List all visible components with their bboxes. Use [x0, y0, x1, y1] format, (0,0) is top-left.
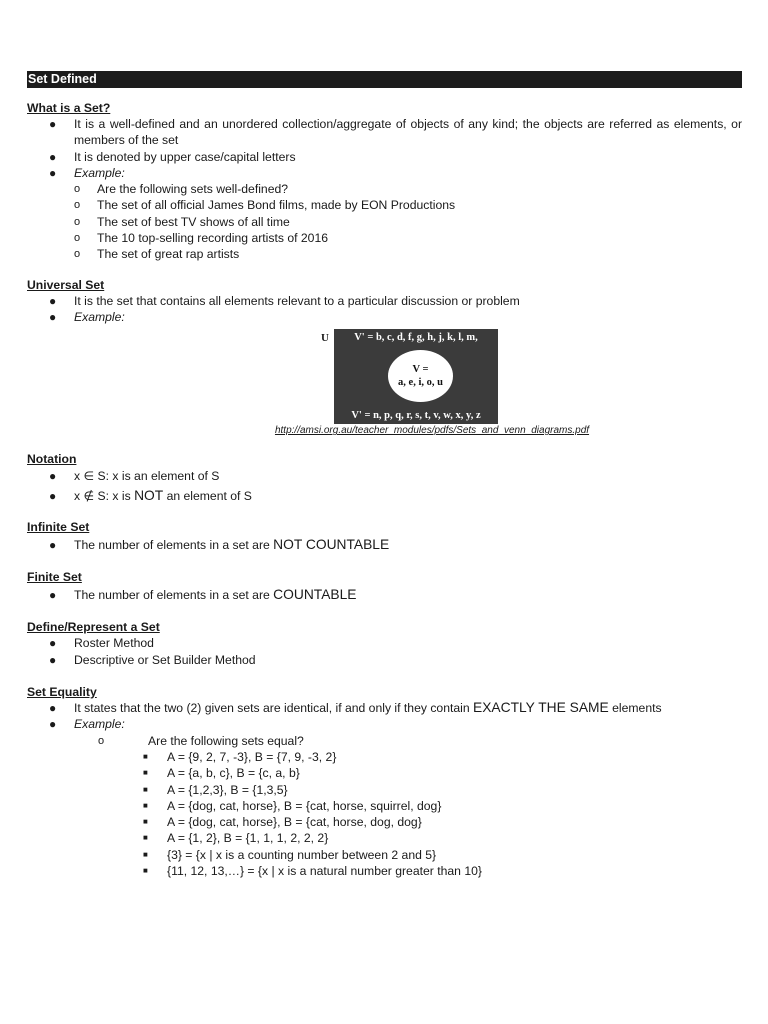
list-item: ● x ∉ S: x is NOT an element of S: [49, 487, 252, 503]
section-define-represent: [27, 619, 742, 668]
circle-label: V =: [412, 364, 429, 376]
heading-notation: Notation: [27, 452, 77, 467]
list-item: ● x ∈ S: x is an element of S: [49, 469, 220, 484]
list-item: ■ {11, 12, 13,…} = {x | x is a natural number greater than 10}: [143, 864, 482, 879]
bullet-icon: ●: [49, 165, 57, 180]
square-bullet-icon: ■: [143, 833, 148, 843]
circle-bullet-icon: o: [74, 248, 81, 261]
list-item: ● It is the set that contains all elements relevant to a particular discussion or problem: [49, 293, 520, 308]
heading-universal-set: Universal Set: [27, 277, 105, 292]
circle-bullet-icon: o: [74, 232, 81, 245]
square-bullet-icon: ■: [143, 751, 148, 761]
list-item: ● It is denoted by upper case/capital letters: [49, 149, 296, 164]
list-item: ● Roster Method: [49, 636, 154, 651]
list-item: ■ A = {9, 2, 7, -3}, B = {7, 9, -3, 2}: [143, 749, 337, 764]
circle-bullet-icon: o: [74, 215, 81, 228]
list-item: ■ A = {a, b, c}, B = {c, a, b}: [143, 766, 300, 781]
document-page: [27, 71, 742, 879]
bullet-icon: ●: [49, 293, 57, 308]
venn-diagram-figure: [27, 329, 742, 424]
square-bullet-icon: ■: [143, 784, 148, 794]
bullet-icon: ●: [49, 652, 57, 667]
complement-bottom-text: V' = n, p, q, r, s, t, v, w, x, y, z: [351, 410, 481, 422]
heading-what-is-set: What is a Set?: [27, 101, 111, 115]
list-item: ● The number of elements in a set are NOT COUNTABLE: [49, 536, 390, 552]
bullet-icon: ●: [49, 488, 57, 503]
bullet-icon: ●: [49, 149, 57, 164]
circle-bullet-icon: o: [74, 183, 81, 196]
bullet-icon: ●: [49, 717, 57, 732]
list-item: ■ A = {dog, cat, horse}, B = {cat, horse, squirrel, dog}: [143, 798, 442, 813]
list-item: o Are the following sets equal?: [98, 733, 304, 748]
section-infinite-set: [27, 519, 742, 553]
section-set-equality: [27, 684, 742, 879]
section-what-is-set: [27, 100, 742, 263]
list-item: ● Example:: [49, 717, 125, 732]
list-item: o The set of best TV shows of all time: [74, 214, 290, 229]
list-item: ● Example:: [49, 309, 125, 324]
section-universal-set: [27, 277, 742, 437]
list-item: ● Descriptive or Set Builder Method: [49, 652, 256, 667]
square-bullet-icon: ■: [143, 849, 148, 859]
circle-bullet-icon: o: [74, 199, 81, 212]
universal-label: U: [321, 332, 329, 345]
circle-bullet-icon: o: [98, 734, 105, 747]
bullet-icon: ●: [49, 117, 57, 131]
heading-finite-set: Finite Set: [27, 570, 82, 585]
list-item: ● Example:: [49, 165, 125, 180]
list-item: o Are the following sets well-defined?: [74, 182, 289, 197]
bullet-icon: ●: [49, 636, 57, 651]
square-bullet-icon: ■: [143, 800, 148, 810]
heading-define-represent: Define/Represent a Set: [27, 620, 160, 635]
list-item: o The 10 top-selling recording artists of 2016: [74, 231, 329, 246]
circle-elements: a, e, i, o, u: [398, 377, 443, 389]
source-link[interactable]: http://amsi.org.au/teacher_modules/pdfs/Sets_and_venn_diagrams.pdf: [274, 425, 590, 437]
list-item: o The set of all official James Bond films, made by EON Productions: [74, 198, 456, 213]
heading-set-equality: Set Equality: [27, 685, 97, 700]
complement-top-text: V' = b, c, d, f, g, h, j, k, l, m,: [354, 332, 478, 344]
list-item: ■ A = {1, 2}, B = {1, 1, 1, 2, 2, 2}: [143, 831, 329, 846]
section-title-bar: Set Defined: [27, 71, 742, 88]
bullet-icon: ●: [49, 537, 57, 552]
list-item: ■ A = {dog, cat, horse}, B = {cat, horse, dog, dog}: [143, 815, 422, 830]
section-notation: [27, 451, 742, 504]
bullet-icon: ●: [49, 701, 57, 716]
bullet-icon: ●: [49, 588, 57, 603]
venn-diagram: [334, 329, 498, 424]
section-finite-set: [27, 569, 742, 603]
bullet-icon: ●: [49, 469, 57, 484]
bullet-icon: ●: [49, 309, 57, 324]
heading-infinite-set: Infinite Set: [27, 519, 90, 534]
list-item: ● The number of elements in a set are COUNTABLE: [49, 587, 357, 603]
list-item: ● It states that the two (2) given sets are identical, if and only if they contain EXACTLY THE SAME elements: [49, 700, 662, 716]
list-item: ■ A = {1,2,3}, B = {1,3,5}: [143, 782, 288, 797]
list-item: ● It is a well-defined and an unordered collection/aggregate of objects of any kind; the objects are referred as elements, or members of the set: [49, 117, 742, 148]
list-item: o The set of great rap artists: [74, 247, 240, 262]
square-bullet-icon: ■: [143, 817, 148, 827]
list-item: ■ {3} = {x | x is a counting number between 2 and 5}: [143, 847, 437, 862]
set-v-circle: [388, 350, 453, 402]
square-bullet-icon: ■: [143, 866, 148, 876]
square-bullet-icon: ■: [143, 768, 148, 778]
